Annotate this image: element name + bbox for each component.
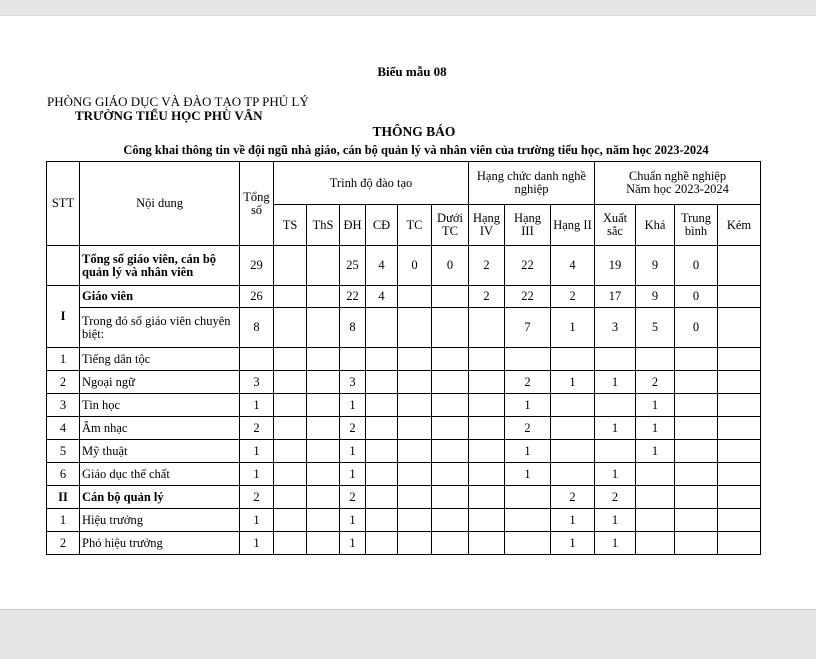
table-cell <box>307 348 340 371</box>
table-cell <box>398 417 432 440</box>
table-cell <box>307 486 340 509</box>
table-cell: 1 <box>551 308 595 348</box>
table-cell: 1 <box>595 532 636 555</box>
table-cell <box>675 509 718 532</box>
table-cell <box>636 532 675 555</box>
table-cell <box>718 532 761 555</box>
stt-cell: 1 <box>47 509 80 532</box>
table-cell <box>469 532 505 555</box>
table-cell <box>636 463 675 486</box>
table-cell <box>718 286 761 308</box>
stt-cell: 3 <box>47 394 80 417</box>
table-cell <box>636 509 675 532</box>
table-cell <box>469 440 505 463</box>
table-cell <box>398 509 432 532</box>
table-cell: 1 <box>551 532 595 555</box>
table-cell: 2 <box>469 286 505 308</box>
table-cell: 1 <box>340 463 366 486</box>
table-row <box>47 440 761 463</box>
table-cell: 1 <box>505 394 551 417</box>
table-cell: 22 <box>505 246 551 286</box>
row-label: Hiệu trưởng <box>80 509 240 532</box>
table-cell: 22 <box>340 286 366 308</box>
table-cell: 1 <box>636 440 675 463</box>
table-cell <box>366 486 398 509</box>
table-cell <box>675 486 718 509</box>
header-standard-label: Chuẩn nghề nghiệp <box>628 169 727 183</box>
table-cell <box>675 417 718 440</box>
table-cell <box>366 440 398 463</box>
table-cell <box>398 440 432 463</box>
header-weak: Kém <box>718 205 761 246</box>
table-cell: 7 <box>505 308 551 348</box>
table-cell: 1 <box>595 417 636 440</box>
table-cell <box>307 532 340 555</box>
table-cell: 0 <box>675 308 718 348</box>
table-cell: 3 <box>340 371 366 394</box>
table-cell <box>398 394 432 417</box>
table-cell <box>551 463 595 486</box>
table-cell <box>551 394 595 417</box>
header-standard <box>595 162 761 205</box>
table-cell: 2 <box>505 417 551 440</box>
header-rank: Hạng chức danh nghề nghiệp <box>469 162 595 205</box>
table-cell: 2 <box>595 486 636 509</box>
stt-cell: 5 <box>47 440 80 463</box>
table-cell <box>274 532 307 555</box>
table-cell <box>307 371 340 394</box>
table-cell <box>551 348 595 371</box>
table-cell <box>551 417 595 440</box>
table-cell <box>274 509 307 532</box>
stt-cell: II <box>47 486 80 509</box>
form-code: Biểu mẫu 08 <box>377 64 447 79</box>
table-row <box>47 532 761 555</box>
table-cell <box>398 371 432 394</box>
table-cell <box>505 509 551 532</box>
table-cell <box>366 417 398 440</box>
table-cell <box>307 417 340 440</box>
table-cell <box>274 308 307 348</box>
table-cell: 2 <box>340 486 366 509</box>
table-cell <box>595 348 636 371</box>
table-cell <box>366 371 398 394</box>
stt-cell: 1 <box>47 348 80 371</box>
table-cell <box>274 371 307 394</box>
header-cd: CĐ <box>366 205 398 246</box>
table-cell <box>469 463 505 486</box>
table-cell <box>432 486 469 509</box>
table-cell <box>274 440 307 463</box>
table-cell <box>718 509 761 532</box>
stt-cell <box>47 246 80 286</box>
table-cell <box>366 308 398 348</box>
header-dh: ĐH <box>340 205 366 246</box>
table-cell: 2 <box>240 486 274 509</box>
header-total: Tổng số <box>240 162 274 246</box>
table-cell <box>718 246 761 286</box>
table-cell: 1 <box>240 394 274 417</box>
table-cell <box>432 308 469 348</box>
table-cell: 2 <box>469 246 505 286</box>
table-cell: 2 <box>340 417 366 440</box>
table-cell <box>340 348 366 371</box>
document-subtitle: Công khai thông tin về đội ngũ nhà giáo, cán bộ quản lý và nhân viên của trường tiểu học, năm học 2023-2024 <box>123 143 709 157</box>
table-cell <box>505 348 551 371</box>
table-cell <box>469 509 505 532</box>
header-good: Khá <box>636 205 675 246</box>
table-cell <box>432 463 469 486</box>
row-label: Tiếng dân tộc <box>80 348 240 371</box>
table-cell <box>675 532 718 555</box>
table-cell <box>718 394 761 417</box>
table-row <box>47 394 761 417</box>
table-cell <box>307 394 340 417</box>
document-title: THÔNG BÁO <box>372 124 456 139</box>
header-rank-ii: Hạng II <box>551 205 595 246</box>
table-cell: 9 <box>636 246 675 286</box>
table-cell <box>469 371 505 394</box>
table-cell: 1 <box>505 463 551 486</box>
header-stt: STT <box>47 162 80 246</box>
header-rank-iii: Hạng III <box>505 205 551 246</box>
table-cell <box>551 440 595 463</box>
table-row <box>47 348 761 371</box>
table-cell: 4 <box>366 246 398 286</box>
table-cell: 2 <box>636 371 675 394</box>
table-cell <box>307 308 340 348</box>
table-cell <box>274 394 307 417</box>
table-cell: 1 <box>505 440 551 463</box>
table-row <box>47 371 761 394</box>
table-cell: 8 <box>340 308 366 348</box>
row-label: Tổng số giáo viên, cán bộ quản lý và nhân viên <box>80 246 240 286</box>
table-row <box>47 509 761 532</box>
row-label: Tin học <box>80 394 240 417</box>
header-tc: TC <box>398 205 432 246</box>
table-cell <box>307 246 340 286</box>
table-cell <box>432 417 469 440</box>
table-cell <box>469 308 505 348</box>
table-cell <box>307 463 340 486</box>
table-cell: 3 <box>240 371 274 394</box>
table-cell: 1 <box>636 417 675 440</box>
table-cell <box>432 348 469 371</box>
table-row <box>47 417 761 440</box>
department-name: PHÒNG GIÁO DỤC VÀ ĐÀO TẠO TP PHỦ LÝ <box>47 94 309 109</box>
table-cell <box>307 440 340 463</box>
table-cell: 1 <box>340 394 366 417</box>
table-cell <box>675 394 718 417</box>
table-cell: 1 <box>340 532 366 555</box>
table-cell <box>398 286 432 308</box>
header-below-tc: Dưới TC <box>432 205 469 246</box>
table-cell: 1 <box>240 463 274 486</box>
table-cell <box>366 509 398 532</box>
table-row <box>47 463 761 486</box>
table-cell <box>469 486 505 509</box>
header-excellent: Xuất sắc <box>595 205 636 246</box>
row-label: Cán bộ quản lý <box>80 486 240 509</box>
table-cell <box>240 348 274 371</box>
row-label: Phó hiệu trưởng <box>80 532 240 555</box>
row-label: Giáo dục thể chất <box>80 463 240 486</box>
table-cell: 2 <box>551 486 595 509</box>
table-cell <box>718 417 761 440</box>
table-row <box>47 286 761 308</box>
row-label: Mỹ thuật <box>80 440 240 463</box>
table-cell <box>432 509 469 532</box>
table-cell <box>274 463 307 486</box>
table-cell: 5 <box>636 308 675 348</box>
header-ts: TS <box>274 205 307 246</box>
table-cell <box>469 348 505 371</box>
table-cell <box>398 532 432 555</box>
table-cell <box>469 394 505 417</box>
table-cell <box>636 486 675 509</box>
table-cell <box>398 486 432 509</box>
table-cell <box>366 394 398 417</box>
row-label: Trong đó số giáo viên chuyên biệt: <box>80 308 240 348</box>
table-cell <box>398 348 432 371</box>
row-label: Giáo viên <box>80 286 240 308</box>
stt-cell: 2 <box>47 532 80 555</box>
table-cell: 1 <box>340 440 366 463</box>
table-cell <box>366 348 398 371</box>
table-cell: 19 <box>595 246 636 286</box>
table-cell: 1 <box>595 509 636 532</box>
table-cell <box>675 371 718 394</box>
table-row <box>47 486 761 509</box>
table-cell: 2 <box>551 286 595 308</box>
header-rank-iv: Hạng IV <box>469 205 505 246</box>
table-cell <box>366 532 398 555</box>
table-cell: 22 <box>505 286 551 308</box>
row-label: Âm nhạc <box>80 417 240 440</box>
table-cell <box>718 440 761 463</box>
table-cell <box>675 348 718 371</box>
table-cell <box>469 417 505 440</box>
table-cell: 9 <box>636 286 675 308</box>
stt-cell: I <box>47 286 80 348</box>
table-cell: 1 <box>595 371 636 394</box>
table-cell: 1 <box>340 509 366 532</box>
table-cell <box>432 286 469 308</box>
table-cell <box>398 463 432 486</box>
table-cell <box>274 417 307 440</box>
stt-cell: 4 <box>47 417 80 440</box>
table-cell <box>718 308 761 348</box>
table-cell <box>398 308 432 348</box>
table-cell: 1 <box>595 463 636 486</box>
table-cell <box>718 371 761 394</box>
table-cell <box>595 394 636 417</box>
table-cell: 4 <box>551 246 595 286</box>
table-cell <box>274 486 307 509</box>
table-cell <box>505 532 551 555</box>
table-cell <box>432 440 469 463</box>
header-education-level: Trình độ đào tạo <box>274 162 469 205</box>
table-cell <box>636 348 675 371</box>
table-cell: 1 <box>240 440 274 463</box>
table-cell <box>718 348 761 371</box>
header-content: Nội dung <box>80 162 240 246</box>
table-cell <box>505 486 551 509</box>
table-cell: 0 <box>675 246 718 286</box>
table-cell <box>675 440 718 463</box>
table-cell: 4 <box>366 286 398 308</box>
header-standard-year: Năm học 2023-2024 <box>626 182 729 196</box>
table-cell: 1 <box>551 509 595 532</box>
table-cell <box>307 286 340 308</box>
stt-cell: 2 <box>47 371 80 394</box>
row-label: Ngoại ngữ <box>80 371 240 394</box>
table-cell <box>718 486 761 509</box>
table-cell: 17 <box>595 286 636 308</box>
table-cell: 0 <box>432 246 469 286</box>
table-cell <box>274 286 307 308</box>
table-cell: 1 <box>551 371 595 394</box>
table-cell: 3 <box>595 308 636 348</box>
header-ths: ThS <box>307 205 340 246</box>
table-cell <box>595 440 636 463</box>
table-cell: 26 <box>240 286 274 308</box>
table-cell <box>675 463 718 486</box>
table-row <box>47 308 761 348</box>
table-cell: 1 <box>240 532 274 555</box>
table-cell <box>307 509 340 532</box>
table-cell <box>432 532 469 555</box>
table-cell <box>432 394 469 417</box>
header-average: Trung bình <box>675 205 718 246</box>
staff-table <box>46 161 761 555</box>
table-cell <box>274 348 307 371</box>
table-body <box>47 246 761 555</box>
table-cell <box>274 246 307 286</box>
table-cell <box>432 371 469 394</box>
table-cell: 25 <box>340 246 366 286</box>
table-cell: 2 <box>240 417 274 440</box>
table-cell <box>366 463 398 486</box>
table-cell: 2 <box>505 371 551 394</box>
table-cell: 0 <box>398 246 432 286</box>
table-row <box>47 246 761 286</box>
table-cell: 1 <box>240 509 274 532</box>
table-cell <box>718 463 761 486</box>
school-name: TRƯỜNG TIỂU HỌC PHÙ VÂN <box>75 108 263 123</box>
table-cell: 8 <box>240 308 274 348</box>
table-cell: 0 <box>675 286 718 308</box>
stt-cell: 6 <box>47 463 80 486</box>
table-cell: 1 <box>636 394 675 417</box>
table-cell: 29 <box>240 246 274 286</box>
